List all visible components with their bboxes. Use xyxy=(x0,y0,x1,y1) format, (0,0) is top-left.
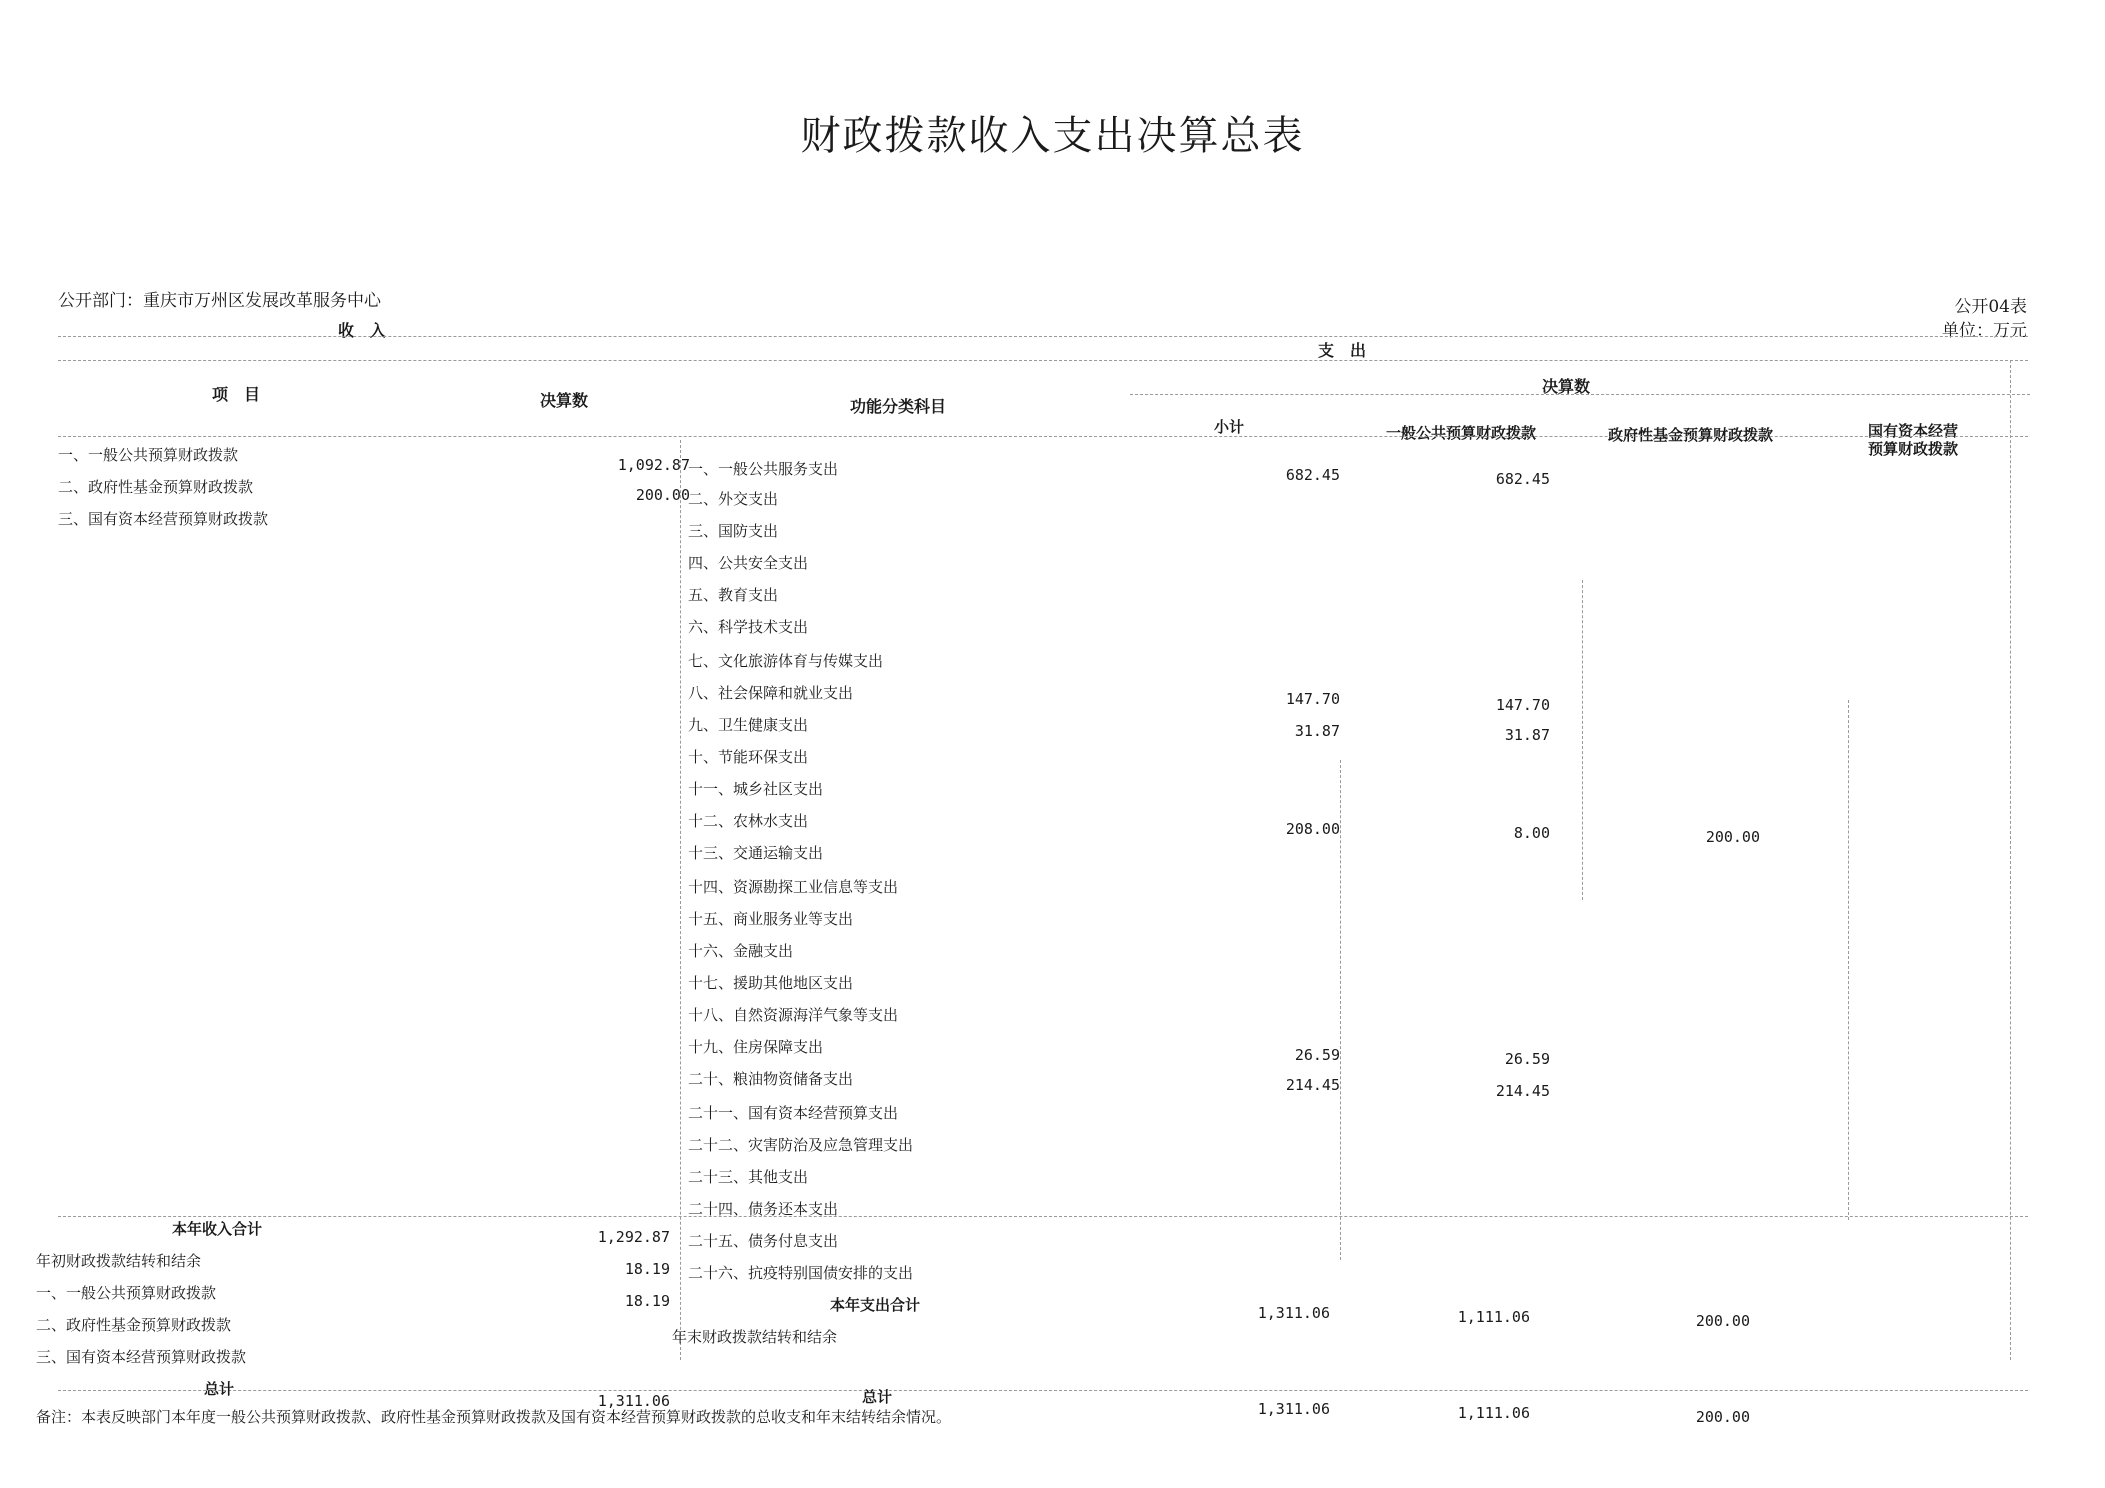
carry-general-label: 一、一般公共预算财政拨款 xyxy=(36,1284,217,1302)
expense-row-label: 十七、援助其他地区支出 xyxy=(688,974,854,992)
table-rule xyxy=(58,1390,2028,1391)
expense-grand-total-label: 总计 xyxy=(862,1388,893,1406)
income-grand-total-value: 1,311.06 xyxy=(597,1392,670,1410)
expense-row-label: 十八、自然资源海洋气象等支出 xyxy=(688,1006,899,1024)
income-year-total-label: 本年收入合计 xyxy=(172,1220,263,1238)
soe-budget-header-line1: 国有资本经营 xyxy=(1868,422,1959,440)
expense-year-total-label: 本年支出合计 xyxy=(830,1296,921,1314)
income-row-value: 1,092.87 xyxy=(617,456,690,474)
column-divider xyxy=(1582,580,1583,900)
function-subject-header: 功能分类科目 xyxy=(850,397,947,416)
income-section-header: 收 入 xyxy=(338,321,387,340)
expense-row-label: 二十六、抗疫特别国债安排的支出 xyxy=(688,1264,914,1282)
fund-budget-header: 政府性基金预算财政拨款 xyxy=(1608,426,1774,444)
expense-subtotal-cell: 214.45 xyxy=(1285,1076,1340,1094)
item-column-header: 项 目 xyxy=(212,385,261,404)
column-divider xyxy=(1848,700,1849,1220)
expense-row-label: 二十二、灾害防治及应急管理支出 xyxy=(688,1136,914,1154)
expense-row-label: 二十五、债务付息支出 xyxy=(688,1232,839,1250)
expense-grand-fund: 200.00 xyxy=(1695,1408,1750,1426)
expense-row-label: 十六、金融支出 xyxy=(688,942,794,960)
expense-general-cell: 26.59 xyxy=(1504,1050,1550,1068)
expense-row-label: 二十三、其他支出 xyxy=(688,1168,809,1186)
income-year-total-value: 1,292.87 xyxy=(597,1228,670,1246)
expense-row-label: 十、节能环保支出 xyxy=(688,748,809,766)
expense-general-cell: 8.00 xyxy=(1513,824,1550,842)
column-divider xyxy=(680,440,681,1360)
table-rule xyxy=(58,1216,2028,1217)
page-title: 财政拨款收入支出决算总表 xyxy=(800,113,1305,159)
expense-grand-subtotal: 1,311.06 xyxy=(1257,1400,1330,1418)
table-rule xyxy=(58,336,2028,337)
expense-row-label: 十四、资源勘探工业信息等支出 xyxy=(688,878,899,896)
expense-row-label: 九、卫生健康支出 xyxy=(688,716,809,734)
expense-grand-general: 1,111.06 xyxy=(1457,1404,1530,1422)
expense-row-label: 六、科学技术支出 xyxy=(688,618,809,636)
expense-general-cell: 214.45 xyxy=(1495,1082,1550,1100)
expense-section-header: 支 出 xyxy=(1318,341,1367,360)
expense-fund-cell: 200.00 xyxy=(1705,828,1760,846)
expense-row-label: 七、文化旅游体育与传媒支出 xyxy=(688,652,884,670)
income-carryover-value: 18.19 xyxy=(624,1260,670,1278)
income-row-value: 200.00 xyxy=(635,486,690,504)
income-amount-header: 决算数 xyxy=(540,391,589,410)
expense-row-label: 十五、商业服务业等支出 xyxy=(688,910,854,928)
expense-general-cell: 682.45 xyxy=(1495,470,1550,488)
income-grand-total-label: 总计 xyxy=(204,1380,235,1398)
carry-fund-label: 二、政府性基金预算财政拨款 xyxy=(36,1316,232,1334)
footnote: 备注：本表反映部门本年度一般公共预算财政拨款、政府性基金预算财政拨款及国有资本经营预算财政拨款的总收支和年末结转结余情况。 xyxy=(36,1408,952,1426)
expense-row-label: 二十、粮油物资储备支出 xyxy=(688,1070,854,1088)
general-budget-header: 一般公共预算财政拨款 xyxy=(1386,424,1537,442)
expense-general-cell: 147.70 xyxy=(1495,696,1550,714)
unit-label: 单位：万元 xyxy=(1942,321,2027,341)
expense-row-label: 十一、城乡社区支出 xyxy=(688,780,824,798)
carry-general-value: 18.19 xyxy=(624,1292,670,1310)
carry-soe-label: 三、国有资本经营预算财政拨款 xyxy=(36,1348,247,1366)
expense-end-carry-label: 年末财政拨款结转和结余 xyxy=(672,1328,838,1346)
expense-year-subtotal: 1,311.06 xyxy=(1257,1304,1330,1322)
expense-year-general: 1,111.06 xyxy=(1457,1308,1530,1326)
expense-row-label: 一、一般公共服务支出 xyxy=(688,460,839,478)
income-carryover-label: 年初财政拨款结转和结余 xyxy=(36,1252,202,1270)
column-divider xyxy=(2010,360,2011,1360)
expense-row-label: 十二、农林水支出 xyxy=(688,812,809,830)
department-label: 公开部门：重庆市万州区发展改革服务中心 xyxy=(58,291,381,311)
expense-row-label: 八、社会保障和就业支出 xyxy=(688,684,854,702)
soe-budget-header-line2: 预算财政拨款 xyxy=(1868,440,1959,458)
expense-amount-header: 决算数 xyxy=(1542,377,1591,396)
table-rule xyxy=(58,436,2028,437)
expense-general-cell: 31.87 xyxy=(1504,726,1550,744)
expense-row-label: 四、公共安全支出 xyxy=(688,554,809,572)
income-row-label: 二、政府性基金预算财政拨款 xyxy=(58,478,254,496)
expense-subtotal-cell: 208.00 xyxy=(1285,820,1340,838)
expense-year-fund: 200.00 xyxy=(1695,1312,1750,1330)
expense-row-label: 十九、住房保障支出 xyxy=(688,1038,824,1056)
table-code: 公开04表 xyxy=(1954,297,2027,317)
expense-subtotal-cell: 31.87 xyxy=(1294,722,1340,740)
expense-row-label: 十三、交通运输支出 xyxy=(688,844,824,862)
expense-subtotal-cell: 147.70 xyxy=(1285,690,1340,708)
expense-row-label: 五、教育支出 xyxy=(688,586,779,604)
income-row-label: 一、一般公共预算财政拨款 xyxy=(58,446,239,464)
table-rule xyxy=(1130,394,2030,395)
expense-subtotal-cell: 682.45 xyxy=(1285,466,1340,484)
expense-subtotal-cell: 26.59 xyxy=(1294,1046,1340,1064)
subtotal-header: 小计 xyxy=(1214,418,1245,436)
expense-row-label: 二十四、债务还本支出 xyxy=(688,1200,839,1218)
income-row-label: 三、国有资本经营预算财政拨款 xyxy=(58,510,269,528)
column-divider xyxy=(1340,760,1341,1260)
expense-row-label: 二十一、国有资本经营预算支出 xyxy=(688,1104,899,1122)
expense-row-label: 三、国防支出 xyxy=(688,522,779,540)
table-rule xyxy=(58,360,2028,361)
expense-row-label: 二、外交支出 xyxy=(688,490,779,508)
